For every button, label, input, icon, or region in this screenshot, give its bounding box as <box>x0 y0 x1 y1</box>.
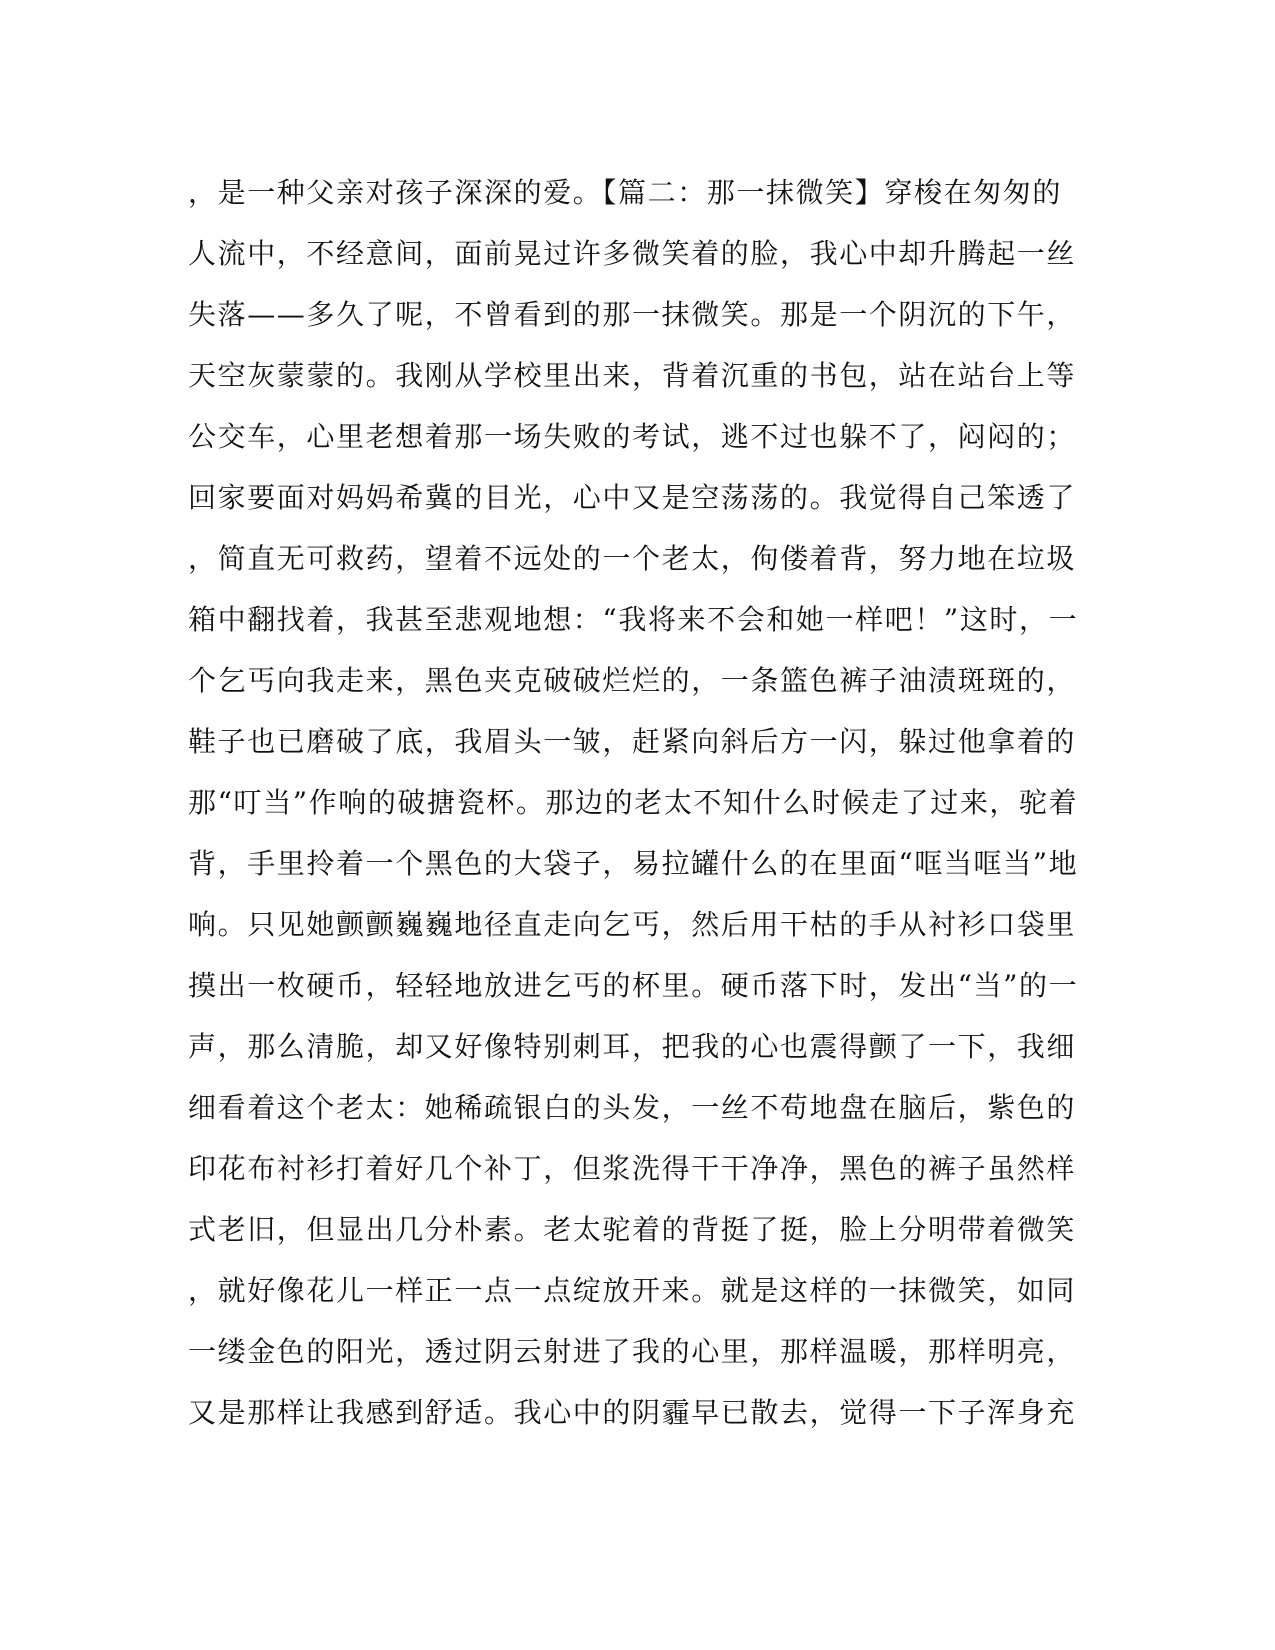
text-line: 人流中，不经意间，面前晃过许多微笑着的脸，我心中却升腾起一丝 <box>188 237 1077 270</box>
text-line: 响。只见她颤颤巍巍地径直走向乞丐，然后用干枯的手从衬衫口袋里 <box>188 908 1077 941</box>
text-line: 背，手里拎着一个黑色的大袋子，易拉罐什么的在里面“哐当哐当”地 <box>188 847 1079 880</box>
text-line: 箱中翻找着，我甚至悲观地想：“我将来不会和她一样吧！”这时，一 <box>188 603 1079 636</box>
text-line: 那“叮当”作响的破搪瓷杯。那边的老太不知什么时候走了过来，驼着 <box>188 786 1079 819</box>
text-line: 鞋子也已磨破了底，我眉头一皱，赶紧向斜后方一闪，躲过他拿着的 <box>188 725 1077 758</box>
text-line: 细看着这个老太：她稀疏银白的头发，一丝不苟地盘在脑后，紫色的 <box>188 1091 1077 1124</box>
text-line: 又是那样让我感到舒适。我心中的阴霾早已散去，觉得一下子浑身充 <box>188 1396 1077 1429</box>
text-line: 公交车，心里老想着那一场失败的考试，逃不过也躲不了，闷闷的； <box>188 420 1077 453</box>
text-line: 天空灰蒙蒙的。我刚从学校里出来，背着沉重的书包，站在站台上等 <box>188 359 1077 392</box>
text-line: 式老旧，但显出几分朴素。老太驼着的背挺了挺，脸上分明带着微笑 <box>188 1213 1077 1246</box>
text-line: ，是一种父亲对孩子深深的爱。【篇二：那一抹微笑】穿梭在匆匆的 <box>188 176 1063 209</box>
text-line: ，简直无可救药，望着不远处的一个老太，佝偻着背，努力地在垃圾 <box>188 542 1077 575</box>
text-line: 回家要面对妈妈希冀的目光，心中又是空荡荡的。我觉得自己笨透了 <box>188 481 1077 514</box>
body-text <box>188 162 1079 1443</box>
text-line: 一缕金色的阳光，透过阴云射进了我的心里，那样温暖，那样明亮， <box>188 1335 1077 1368</box>
text-line: 摸出一枚硬币，轻轻地放进乞丐的杯里。硬币落下时，发出“当”的一 <box>188 969 1079 1002</box>
text-line: 声，那么清脆，却又好像特别刺耳，把我的心也震得颤了一下，我细 <box>188 1030 1077 1063</box>
text-line: 失落——多久了呢，不曾看到的那一抹微笑。那是一个阴沉的下午， <box>188 298 1077 331</box>
text-line: 印花布衬衫打着好几个补丁，但浆洗得干干净净，黑色的裤子虽然样 <box>188 1152 1077 1185</box>
text-line: ，就好像花儿一样正一点一点绽放开来。就是这样的一抹微笑，如同 <box>188 1274 1077 1307</box>
text-line: 个乞丐向我走来，黑色夹克破破烂烂的，一条篮色裤子油渍斑斑的， <box>188 664 1077 697</box>
